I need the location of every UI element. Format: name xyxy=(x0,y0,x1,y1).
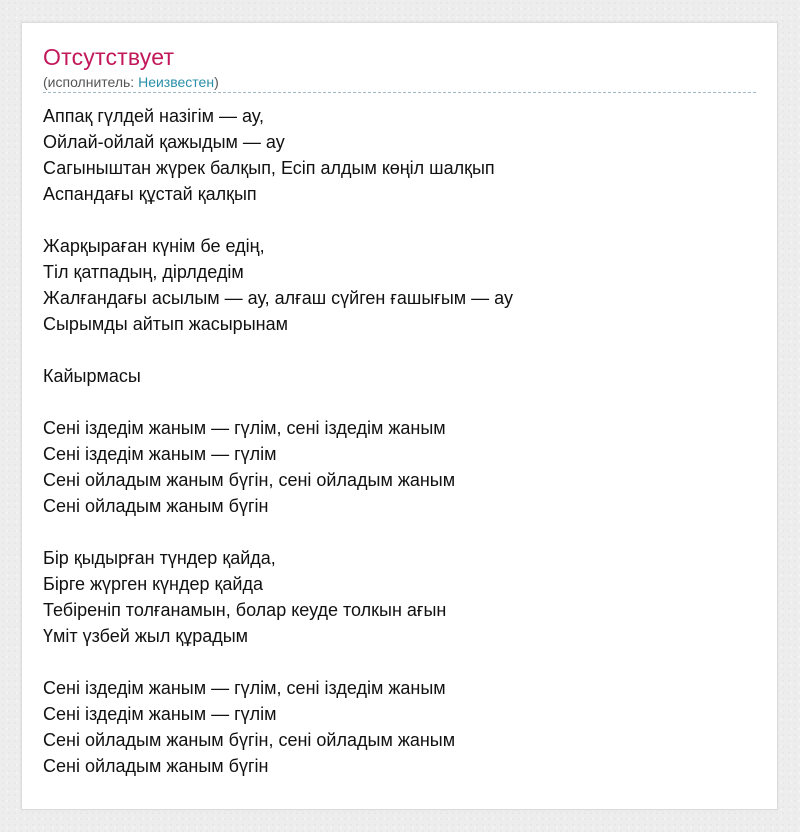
artist-link[interactable]: Неизвестен xyxy=(138,74,215,90)
lyric-line: Жарқыраған күнім бе едің, xyxy=(43,236,265,256)
lyric-line: Бір қыдырған түндер қайда, xyxy=(43,548,276,568)
lyric-line: Сырымды айтып жасырынам xyxy=(43,314,288,334)
lyric-line: Сені іздедім жаным — гүлім xyxy=(43,704,277,724)
lyric-line: Жалғандағы асылым — ау, алғаш сүйген ғашығым — ау xyxy=(43,288,513,308)
chorus-heading xyxy=(43,363,756,389)
lyric-line: Аппақ гүлдей назігім — ау, xyxy=(43,106,264,126)
lyric-line: Сені ойладым жаным бүгін xyxy=(43,496,269,516)
stanza xyxy=(43,233,756,337)
artist-prefix: (исполнитель: xyxy=(43,74,139,90)
lyric-line: Сені іздедім жаным — гүлім xyxy=(43,444,277,464)
lyric-line: Үміт үзбей жыл құрадым xyxy=(43,626,249,646)
stanza xyxy=(43,545,756,649)
lyric-line: Аспандағы құстай қалқып xyxy=(43,184,257,204)
song-title: Отсутствует xyxy=(43,44,175,70)
lyric-line: Сені ойладым жаным бүгін, сені ойладым жаным xyxy=(43,730,456,750)
stanza xyxy=(43,675,756,779)
lyric-line: Бірге жүрген күндер қайда xyxy=(43,574,263,594)
stanza xyxy=(43,103,756,207)
lyric-line: Сені іздедім жаным — гүлім, сені іздедім жаным xyxy=(43,678,446,698)
lyric-line: Сені ойладым жаным бүгін xyxy=(43,756,269,776)
stanza xyxy=(43,415,756,519)
lyric-line: Сені іздедім жаным — гүлім, сені іздедім жаным xyxy=(43,418,446,438)
lyric-line: Тіл қатпадың, дірлдедім xyxy=(43,262,244,282)
artist-suffix: ) xyxy=(214,74,219,90)
lyric-line: Кайырмасы xyxy=(43,366,141,386)
lyric-line: Сені ойладым жаным бүгін, сені ойладым жаным xyxy=(43,470,456,490)
lyric-line: Ойлай-ойлай қажыдым — ау xyxy=(43,132,285,152)
lyrics-body xyxy=(43,103,756,779)
artist-line xyxy=(43,73,756,93)
lyric-line: Сагыныштан жүрек балқып, Есіп алдым көңіл шалқып xyxy=(43,158,495,178)
lyric-line: Тебіреніп толғанамын, болар кеуде толкын ағын xyxy=(43,600,447,620)
lyrics-card xyxy=(21,22,778,810)
